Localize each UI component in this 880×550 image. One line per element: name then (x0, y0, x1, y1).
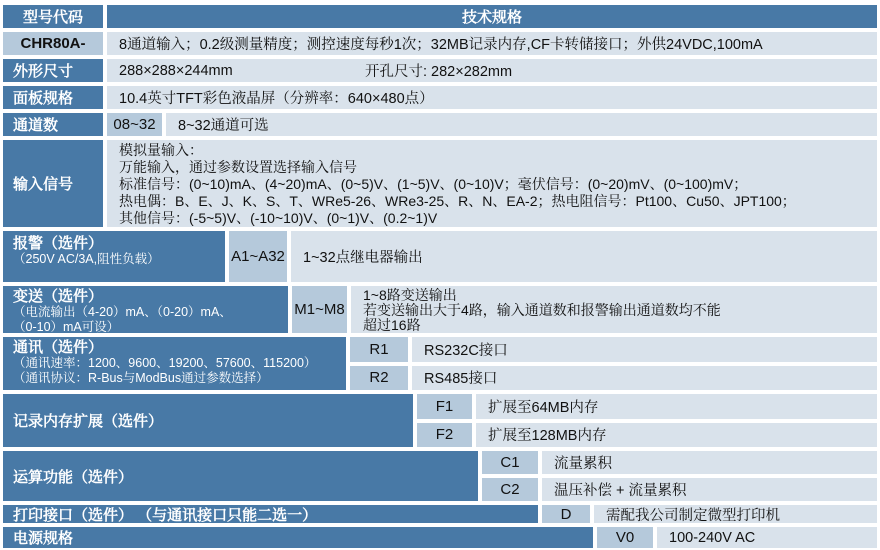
communication-value-r1: RS232C接口 (412, 337, 877, 362)
print-code: D (542, 505, 590, 523)
transmit-line-1: 1~8路变送输出 (363, 287, 457, 303)
transmit-label (3, 286, 288, 333)
dimensions-value (107, 59, 877, 82)
calc-code-c1: C1 (482, 451, 538, 474)
print-label: 打印接口（选件） （与通讯接口只能二选一） (3, 505, 538, 523)
channels-value: 8~32通道可选 (166, 113, 877, 136)
communication-label-main: 通讯（选件） (13, 339, 104, 356)
channels-label: 通道数 (3, 113, 103, 136)
spec-row-channels (3, 113, 877, 136)
memory-label: 记录内存扩展（选件） (3, 394, 413, 447)
communication-option-r1 (350, 337, 877, 362)
communication-value-r2: RS485接口 (412, 366, 877, 391)
outer-dimensions: 288×288×244mm (119, 62, 233, 79)
header-row (3, 5, 877, 28)
communication-code-r1: R1 (350, 337, 408, 362)
dimensions-label: 外形尺寸 (3, 59, 103, 82)
print-value: 需配我公司制定微型打印机 (594, 505, 877, 523)
alarm-value: 1~32点继电器输出 (291, 231, 877, 282)
spec-row-model (3, 32, 877, 55)
memory-value-f2: 扩展至128MB内存 (476, 423, 877, 448)
memory-option-f2 (417, 423, 877, 448)
memory-code-f1: F1 (417, 394, 472, 419)
transmit-label-sub2: （0-10）mA可设） (13, 320, 120, 334)
memory-option-f1 (417, 394, 877, 419)
input-signals-value (107, 140, 877, 227)
model-description: 8通道输入；0.2级测量精度；测控速度每秒1次；32MB记录内存,CF卡转储接口；外供24VDC,100mA (107, 32, 877, 55)
input-line-other: 其他信号：(-5~5)V、(-10~10)V、(0~1)V、(0.2~1)V (119, 210, 438, 226)
calc-value-c1: 流量累积 (542, 451, 877, 474)
cutout-dimensions: 开孔尺寸: 282×282mm (365, 64, 513, 80)
panel-label: 面板规格 (3, 86, 103, 109)
spec-row-input-signals (3, 140, 877, 227)
alarm-code: A1~A32 (229, 231, 287, 282)
calc-label: 运算功能（选件） (3, 451, 478, 501)
communication-label-sub1: （通讯速率：1200、9600、19200、57600、115200） (13, 356, 317, 370)
memory-code-f2: F2 (417, 423, 472, 448)
memory-value-f1: 扩展至64MB内存 (476, 394, 877, 419)
communication-options (350, 337, 877, 390)
communication-code-r2: R2 (350, 366, 408, 391)
spec-row-print (3, 505, 877, 523)
input-line-universal: 万能输入，通过参数设置选择输入信号 (119, 159, 357, 175)
power-value: 100-240V AC (657, 527, 877, 548)
communication-option-r2 (350, 366, 877, 391)
alarm-label (3, 231, 225, 282)
transmit-value (351, 286, 877, 333)
alarm-label-sub: （250V AC/3A,阻性负载） (13, 252, 160, 266)
power-code: V0 (597, 527, 653, 548)
communication-label (3, 337, 346, 390)
power-label: 电源规格 (3, 527, 593, 548)
communication-label-sub2: （通讯协议：R-Bus与ModBus通过参数选择） (13, 371, 269, 385)
header-spec-col: 技术规格 (107, 5, 877, 28)
calc-option-c1 (482, 451, 877, 474)
panel-value: 10.4英寸TFT彩色液晶屏（分辨率：640×480点） (107, 86, 877, 109)
spec-row-power (3, 527, 877, 548)
input-line-analog: 模拟量输入： (119, 142, 203, 158)
calc-code-c2: C2 (482, 478, 538, 501)
header-model-col: 型号代码 (3, 5, 103, 28)
alarm-label-main: 报警（选件） (13, 235, 104, 252)
channels-code: 08~32 (107, 113, 162, 136)
spec-row-communication (3, 337, 877, 390)
transmit-line-3: 超过16路 (363, 317, 421, 333)
spec-row-alarm (3, 231, 877, 282)
spec-row-dimensions (3, 59, 877, 82)
calc-options (482, 451, 877, 501)
model-code: CHR80A- (3, 32, 103, 55)
transmit-line-2: 若变送输出大于4路，输入通道数和报警输出通道数均不能 (363, 302, 721, 318)
calc-value-c2: 温压补偿 + 流量累积 (542, 478, 877, 501)
transmit-label-main: 变送（选件） (13, 288, 104, 305)
transmit-code: M1~M8 (292, 286, 347, 333)
spec-row-memory (3, 394, 877, 447)
memory-options (417, 394, 877, 447)
spec-row-panel (3, 86, 877, 109)
spec-row-calc (3, 451, 877, 501)
input-signals-label: 输入信号 (3, 140, 103, 227)
calc-option-c2 (482, 478, 877, 501)
input-line-standard: 标准信号：(0~10)mA、(4~20)mA、(0~5)V、(1~5)V、(0~10)V；毫伏信号：(0~20)mV、(0~100)mV； (119, 176, 748, 192)
spec-row-transmit (3, 286, 877, 333)
transmit-label-sub1: （电流输出（4-20）mA、（0-20）mA、 (13, 305, 232, 319)
input-line-thermocouple: 热电偶：B、E、J、K、S、T、WRe5-26、WRe3-25、R、N、EA-2；热电阻信号：Pt100、Cu50、JPT100； (119, 193, 796, 209)
